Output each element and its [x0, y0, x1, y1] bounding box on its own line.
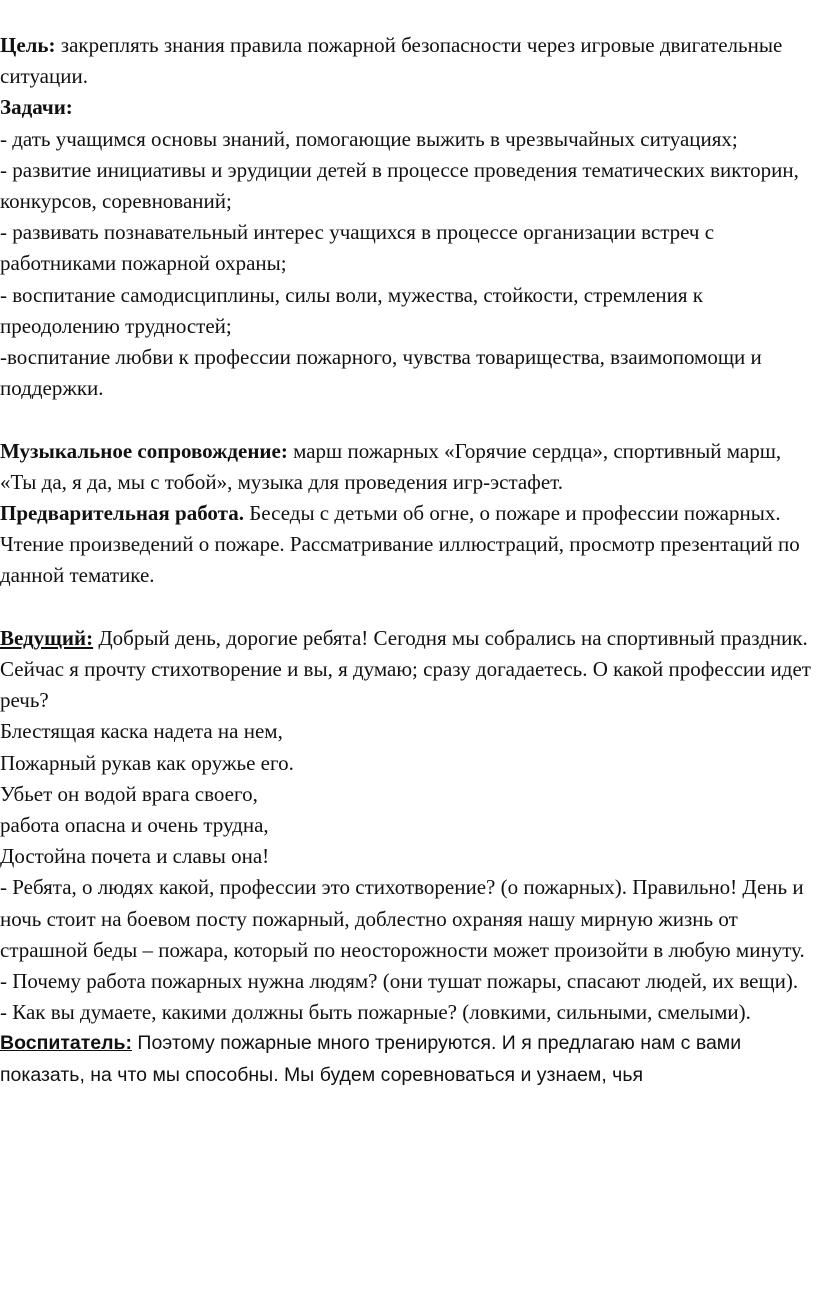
music-text: марш пожарных «Горячие сердца», спортивный марш, «Ты да, я да, мы с тобой», музыка для проведения игр-эстафет. — [0, 438, 782, 494]
document-page — [0, 30, 812, 1091]
paragraph-spacer — [0, 592, 812, 623]
goal-paragraph — [0, 30, 812, 92]
host-paragraph — [0, 623, 812, 717]
task-item: - развивать познавательный интерес учащихся в процессе организации встреч с работниками пожарной охраны; — [0, 220, 715, 276]
host-text: Добрый день, дорогие ребята! Сегодня мы собрались на спортивный праздник. Сейчас я прочту стихотворение и вы, я думаю; сразу догадаетесь. О какой профессии идет речь? — [0, 625, 811, 713]
teacher-paragraph — [0, 1028, 812, 1091]
poem-line: Достойна почета и славы она! — [0, 844, 270, 869]
music-label: Музыкальное сопровождение: — [0, 438, 288, 463]
dialogue-paragraph: - Как вы думаете, какими должны быть пожарные? (ловкими, сильными, смелыми). — [0, 1000, 751, 1025]
task-item: - дать учащимся основы знаний, помогающие выжить в чрезвычайных ситуациях; — [0, 126, 738, 151]
preparation-text: Беседы с детьми об огне, о пожаре и профессии пожарных. Чтение произведений о пожаре. Рассматривание иллюстраций, просмотр презентаций по данной тематике. — [0, 501, 800, 588]
poem-line: Пожарный рукав как оружье его. — [0, 750, 294, 775]
goal-label: Цель: — [0, 33, 56, 57]
music-paragraph — [0, 436, 812, 498]
tasks-heading: Задачи: — [0, 95, 73, 120]
teacher-label: Воспитатель: — [0, 1032, 133, 1055]
paragraph-spacer — [0, 404, 812, 435]
dialogue-paragraph: - Ребята, о людях какой, профессии это стихотворение? (о пожарных). Правильно! День и ночь стоит на боевом посту пожарный, доблестно охраняя нашу мирную жизнь от страшной беды – пожара, который по неосторожности может произойти в любую минуту. — [0, 875, 805, 962]
task-item: -воспитание любви к профессии пожарного, чувства товарищества, взаимопомощи и поддержки. — [0, 345, 762, 401]
task-item: - воспитание самодисциплины, силы воли, мужества, стойкости, стремления к преодолению трудностей; — [0, 282, 704, 338]
poem-line: Убьет он водой врага своего, — [0, 781, 258, 806]
preparation-paragraph — [0, 498, 812, 592]
task-item: - развитие инициативы и эрудиции детей в процессе проведения тематических викторин, конкурсов, соревнований; — [0, 157, 799, 214]
host-label: Ведущий: — [0, 625, 94, 650]
dialogue-paragraph: - Почему работа пожарных нужна людям? (они тушат пожары, спасают людей, их вещи). — [0, 969, 799, 994]
preparation-label: Предварительная работа. — [0, 501, 244, 526]
teacher-text: Поэтому пожарные много тренируются. И я предлагаю нам с вами показать, на что мы способны. Мы будем соревноваться и узнаем, чья — [0, 1032, 742, 1086]
poem-line: работа опасна и очень трудна, — [0, 813, 269, 838]
goal-text: закреплять знания правила пожарной безопасности через игровые двигательные ситуации. — [0, 33, 783, 89]
poem-line: Блестящая каска надета на нем, — [0, 719, 283, 744]
